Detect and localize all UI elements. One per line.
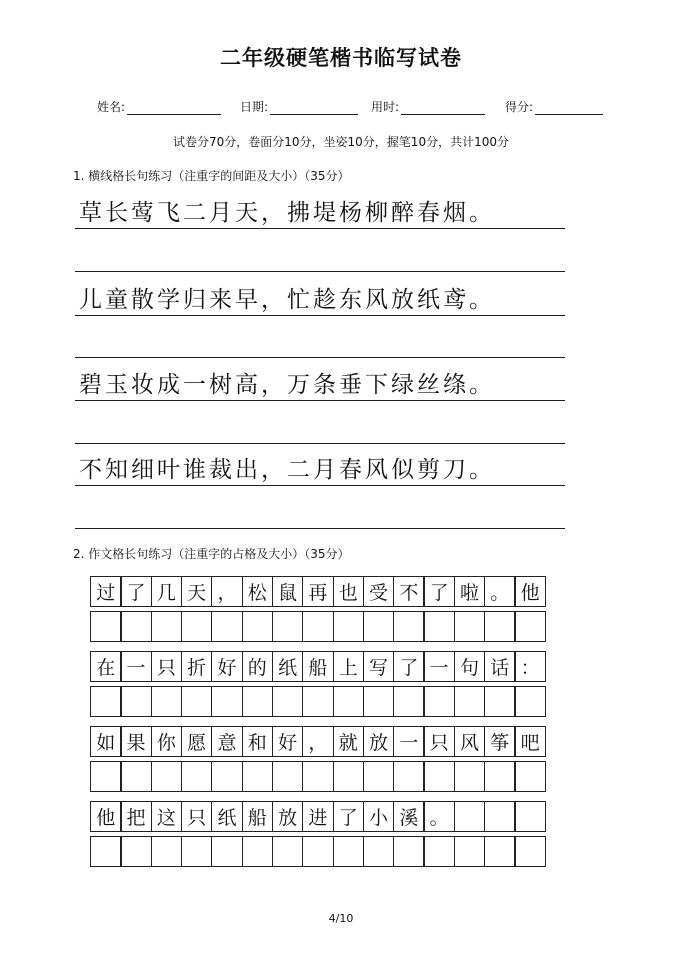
- grid-cell-blank[interactable]: [484, 686, 516, 717]
- grid-cell-char: 过: [90, 576, 122, 607]
- grid-cell-blank[interactable]: [393, 836, 425, 867]
- grid-cell-blank[interactable]: [211, 836, 243, 867]
- grid-cell-blank[interactable]: [363, 611, 395, 642]
- model-sentence: 不知细叶谁裁出，二月春风似剪刀。: [79, 457, 495, 483]
- grid-cell-blank[interactable]: [454, 801, 486, 832]
- grid-cell-blank[interactable]: [423, 686, 455, 717]
- grid-cell-char: 鼠: [272, 576, 304, 607]
- grid-cell-char: 愿: [181, 726, 213, 757]
- grid-cell-blank[interactable]: [423, 761, 455, 792]
- practice-line: [75, 183, 565, 229]
- grid-cell-blank[interactable]: [514, 611, 546, 642]
- name-field[interactable]: [97, 98, 221, 115]
- grid-cell-blank[interactable]: [484, 611, 516, 642]
- grid-cell-blank[interactable]: [120, 686, 152, 717]
- grid-cell-blank[interactable]: [302, 686, 334, 717]
- grid-cell-blank[interactable]: [363, 686, 395, 717]
- grid-cell-char: ：: [514, 651, 546, 682]
- blank-grid-row: [90, 611, 545, 642]
- grid-cell-char: 一: [120, 651, 152, 682]
- grid-cell-char: 如: [90, 726, 122, 757]
- grid-cell-blank[interactable]: [423, 836, 455, 867]
- grid-cell-char: 吧: [514, 726, 546, 757]
- grid-cell-char: 好: [211, 651, 243, 682]
- grid-cell-blank[interactable]: [514, 801, 546, 832]
- grid-cell-char: 啦: [454, 576, 486, 607]
- blank-practice-line[interactable]: [75, 483, 565, 529]
- grid-cell-char: ，: [211, 576, 243, 607]
- grid-cell-char: 船: [302, 651, 334, 682]
- grid-cell-blank[interactable]: [333, 686, 365, 717]
- grid-cell-blank[interactable]: [242, 686, 274, 717]
- grid-cell-char: 受: [363, 576, 395, 607]
- grid-cell-blank[interactable]: [454, 686, 486, 717]
- grid-cell-char: 的: [242, 651, 274, 682]
- grid-cell-char: 他: [90, 801, 122, 832]
- score-field[interactable]: [505, 98, 603, 115]
- grid-cell-char: 几: [151, 576, 183, 607]
- grid-cell-blank[interactable]: [242, 836, 274, 867]
- section1-title: 1. 横线格长句练习（注重字的间距及大小）（35分）: [73, 169, 350, 183]
- grid-cell-char: 在: [90, 651, 122, 682]
- practice-line: [75, 355, 565, 401]
- grid-cell-blank[interactable]: [151, 611, 183, 642]
- grid-cell-char: 把: [120, 801, 152, 832]
- date-blank[interactable]: [270, 98, 358, 115]
- grid-cell-char: 也: [333, 576, 365, 607]
- grid-cell-blank[interactable]: [454, 611, 486, 642]
- grid-cell-char: 溪: [393, 801, 425, 832]
- grid-cell-blank[interactable]: [120, 836, 152, 867]
- grid-cell-blank[interactable]: [393, 761, 425, 792]
- page-number: 4/10: [328, 912, 354, 925]
- grid-cell-char: 话: [484, 651, 516, 682]
- grid-cell-char: ，: [302, 726, 334, 757]
- grid-cell-char: 句: [454, 651, 486, 682]
- model-grid-row: [90, 576, 545, 607]
- grid-cell-blank[interactable]: [423, 611, 455, 642]
- grid-cell-char: 一: [393, 726, 425, 757]
- grid-cell-char: 你: [151, 726, 183, 757]
- writing-line: [75, 528, 565, 529]
- grid-cell-char: 放: [272, 801, 304, 832]
- grid-cell-char: 果: [120, 726, 152, 757]
- student-info-row: [0, 98, 682, 122]
- grid-cell-char: 再: [302, 576, 334, 607]
- model-sentence: 碧玉妆成一树高，万条垂下绿丝绦。: [79, 372, 495, 398]
- date-field[interactable]: [240, 98, 358, 115]
- grid-cell-blank[interactable]: [211, 761, 243, 792]
- date-label: 日期:: [240, 100, 269, 114]
- grid-cell-char: 船: [242, 801, 274, 832]
- grid-cell-blank[interactable]: [90, 836, 122, 867]
- grid-cell-char: 上: [333, 651, 365, 682]
- name-blank[interactable]: [127, 98, 221, 115]
- grid-cell-blank[interactable]: [90, 611, 122, 642]
- grid-cell-char: 只: [423, 726, 455, 757]
- grid-cell-char: 进: [302, 801, 334, 832]
- grid-cell-blank[interactable]: [514, 686, 546, 717]
- grid-cell-char: 只: [151, 651, 183, 682]
- grid-cell-blank[interactable]: [272, 836, 304, 867]
- grid-cell-char: 纸: [272, 651, 304, 682]
- time-label: 用时:: [371, 100, 400, 114]
- practice-line: [75, 440, 565, 486]
- grid-cell-char: 小: [363, 801, 395, 832]
- grid-cell-char: 写: [363, 651, 395, 682]
- grid-cell-blank[interactable]: [484, 801, 516, 832]
- page-title: 二年级硬笔楷书临写试卷: [220, 46, 462, 70]
- grid-cell-blank[interactable]: [272, 686, 304, 717]
- score-blank[interactable]: [535, 98, 603, 115]
- grid-cell-blank[interactable]: [484, 836, 516, 867]
- grid-cell-blank[interactable]: [151, 761, 183, 792]
- blank-grid-row: [90, 836, 545, 867]
- grid-cell-char: 了: [120, 576, 152, 607]
- model-sentence: 儿童散学归来早，忙趁东风放纸鸢。: [79, 287, 495, 313]
- blank-grid-row: [90, 761, 545, 792]
- grid-cell-blank[interactable]: [454, 761, 486, 792]
- grid-cell-blank[interactable]: [333, 611, 365, 642]
- grid-cell-blank[interactable]: [272, 611, 304, 642]
- grid-cell-char: 意: [211, 726, 243, 757]
- grid-cell-char: 了: [393, 651, 425, 682]
- grid-cell-blank[interactable]: [211, 686, 243, 717]
- model-grid-row: [90, 651, 545, 682]
- blank-practice-line[interactable]: [75, 398, 565, 444]
- grid-cell-char: 折: [181, 651, 213, 682]
- section2-title: 2. 作文格长句练习（注重字的占格及大小）（35分）: [73, 547, 350, 561]
- name-label: 姓名:: [97, 100, 126, 114]
- time-blank[interactable]: [401, 98, 485, 115]
- grid-cell-char: 这: [151, 801, 183, 832]
- grid-cell-char: 他: [514, 576, 546, 607]
- practice-line: [75, 270, 565, 316]
- grid-cell-blank[interactable]: [393, 611, 425, 642]
- grid-cell-blank[interactable]: [333, 836, 365, 867]
- grid-cell-char: 了: [423, 576, 455, 607]
- grid-cell-char: 不: [393, 576, 425, 607]
- grid-cell-char: 纸: [211, 801, 243, 832]
- grid-cell-blank[interactable]: [242, 611, 274, 642]
- grid-cell-blank[interactable]: [181, 686, 213, 717]
- grid-cell-blank[interactable]: [302, 761, 334, 792]
- grid-cell-char: 。: [484, 576, 516, 607]
- scoring-note: 试卷分70分，卷面分10分，坐姿10分，握笔10分，共计100分: [173, 135, 509, 149]
- grid-cell-char: 天: [181, 576, 213, 607]
- grid-cell-blank[interactable]: [90, 686, 122, 717]
- grid-cell-blank[interactable]: [363, 836, 395, 867]
- grid-cell-char: 了: [333, 801, 365, 832]
- grid-cell-char: 。: [423, 801, 455, 832]
- grid-cell-blank[interactable]: [181, 611, 213, 642]
- model-grid-row: [90, 726, 545, 757]
- blank-practice-line[interactable]: [75, 312, 565, 358]
- grid-cell-blank[interactable]: [242, 761, 274, 792]
- grid-cell-blank[interactable]: [120, 611, 152, 642]
- grid-cell-blank[interactable]: [272, 761, 304, 792]
- grid-cell-blank[interactable]: [363, 761, 395, 792]
- grid-cell-char: 好: [272, 726, 304, 757]
- grid-cell-blank[interactable]: [393, 686, 425, 717]
- grid-cell-blank[interactable]: [302, 836, 334, 867]
- grid-cell-blank[interactable]: [90, 761, 122, 792]
- grid-cell-char: 风: [454, 726, 486, 757]
- grid-cell-blank[interactable]: [333, 761, 365, 792]
- grid-cell-blank[interactable]: [454, 836, 486, 867]
- grid-cell-blank[interactable]: [514, 761, 546, 792]
- grid-cell-char: 放: [363, 726, 395, 757]
- grid-cell-char: 筝: [484, 726, 516, 757]
- grid-cell-blank[interactable]: [302, 611, 334, 642]
- time-field[interactable]: [371, 98, 485, 115]
- grid-cell-char: 松: [242, 576, 274, 607]
- grid-cell-blank[interactable]: [211, 611, 243, 642]
- blank-practice-line[interactable]: [75, 226, 565, 272]
- grid-cell-blank[interactable]: [151, 836, 183, 867]
- grid-cell-blank[interactable]: [484, 761, 516, 792]
- score-label: 得分:: [505, 100, 534, 114]
- model-grid-row: [90, 801, 545, 832]
- grid-cell-char: 和: [242, 726, 274, 757]
- grid-cell-blank[interactable]: [514, 836, 546, 867]
- blank-grid-row: [90, 686, 545, 717]
- grid-cell-blank[interactable]: [120, 761, 152, 792]
- grid-cell-char: 只: [181, 801, 213, 832]
- model-sentence: 草长莺飞二月天，拂堤杨柳醉春烟。: [79, 200, 495, 226]
- grid-cell-blank[interactable]: [181, 836, 213, 867]
- grid-cell-char: 一: [423, 651, 455, 682]
- grid-cell-blank[interactable]: [181, 761, 213, 792]
- grid-cell-char: 就: [333, 726, 365, 757]
- grid-cell-blank[interactable]: [151, 686, 183, 717]
